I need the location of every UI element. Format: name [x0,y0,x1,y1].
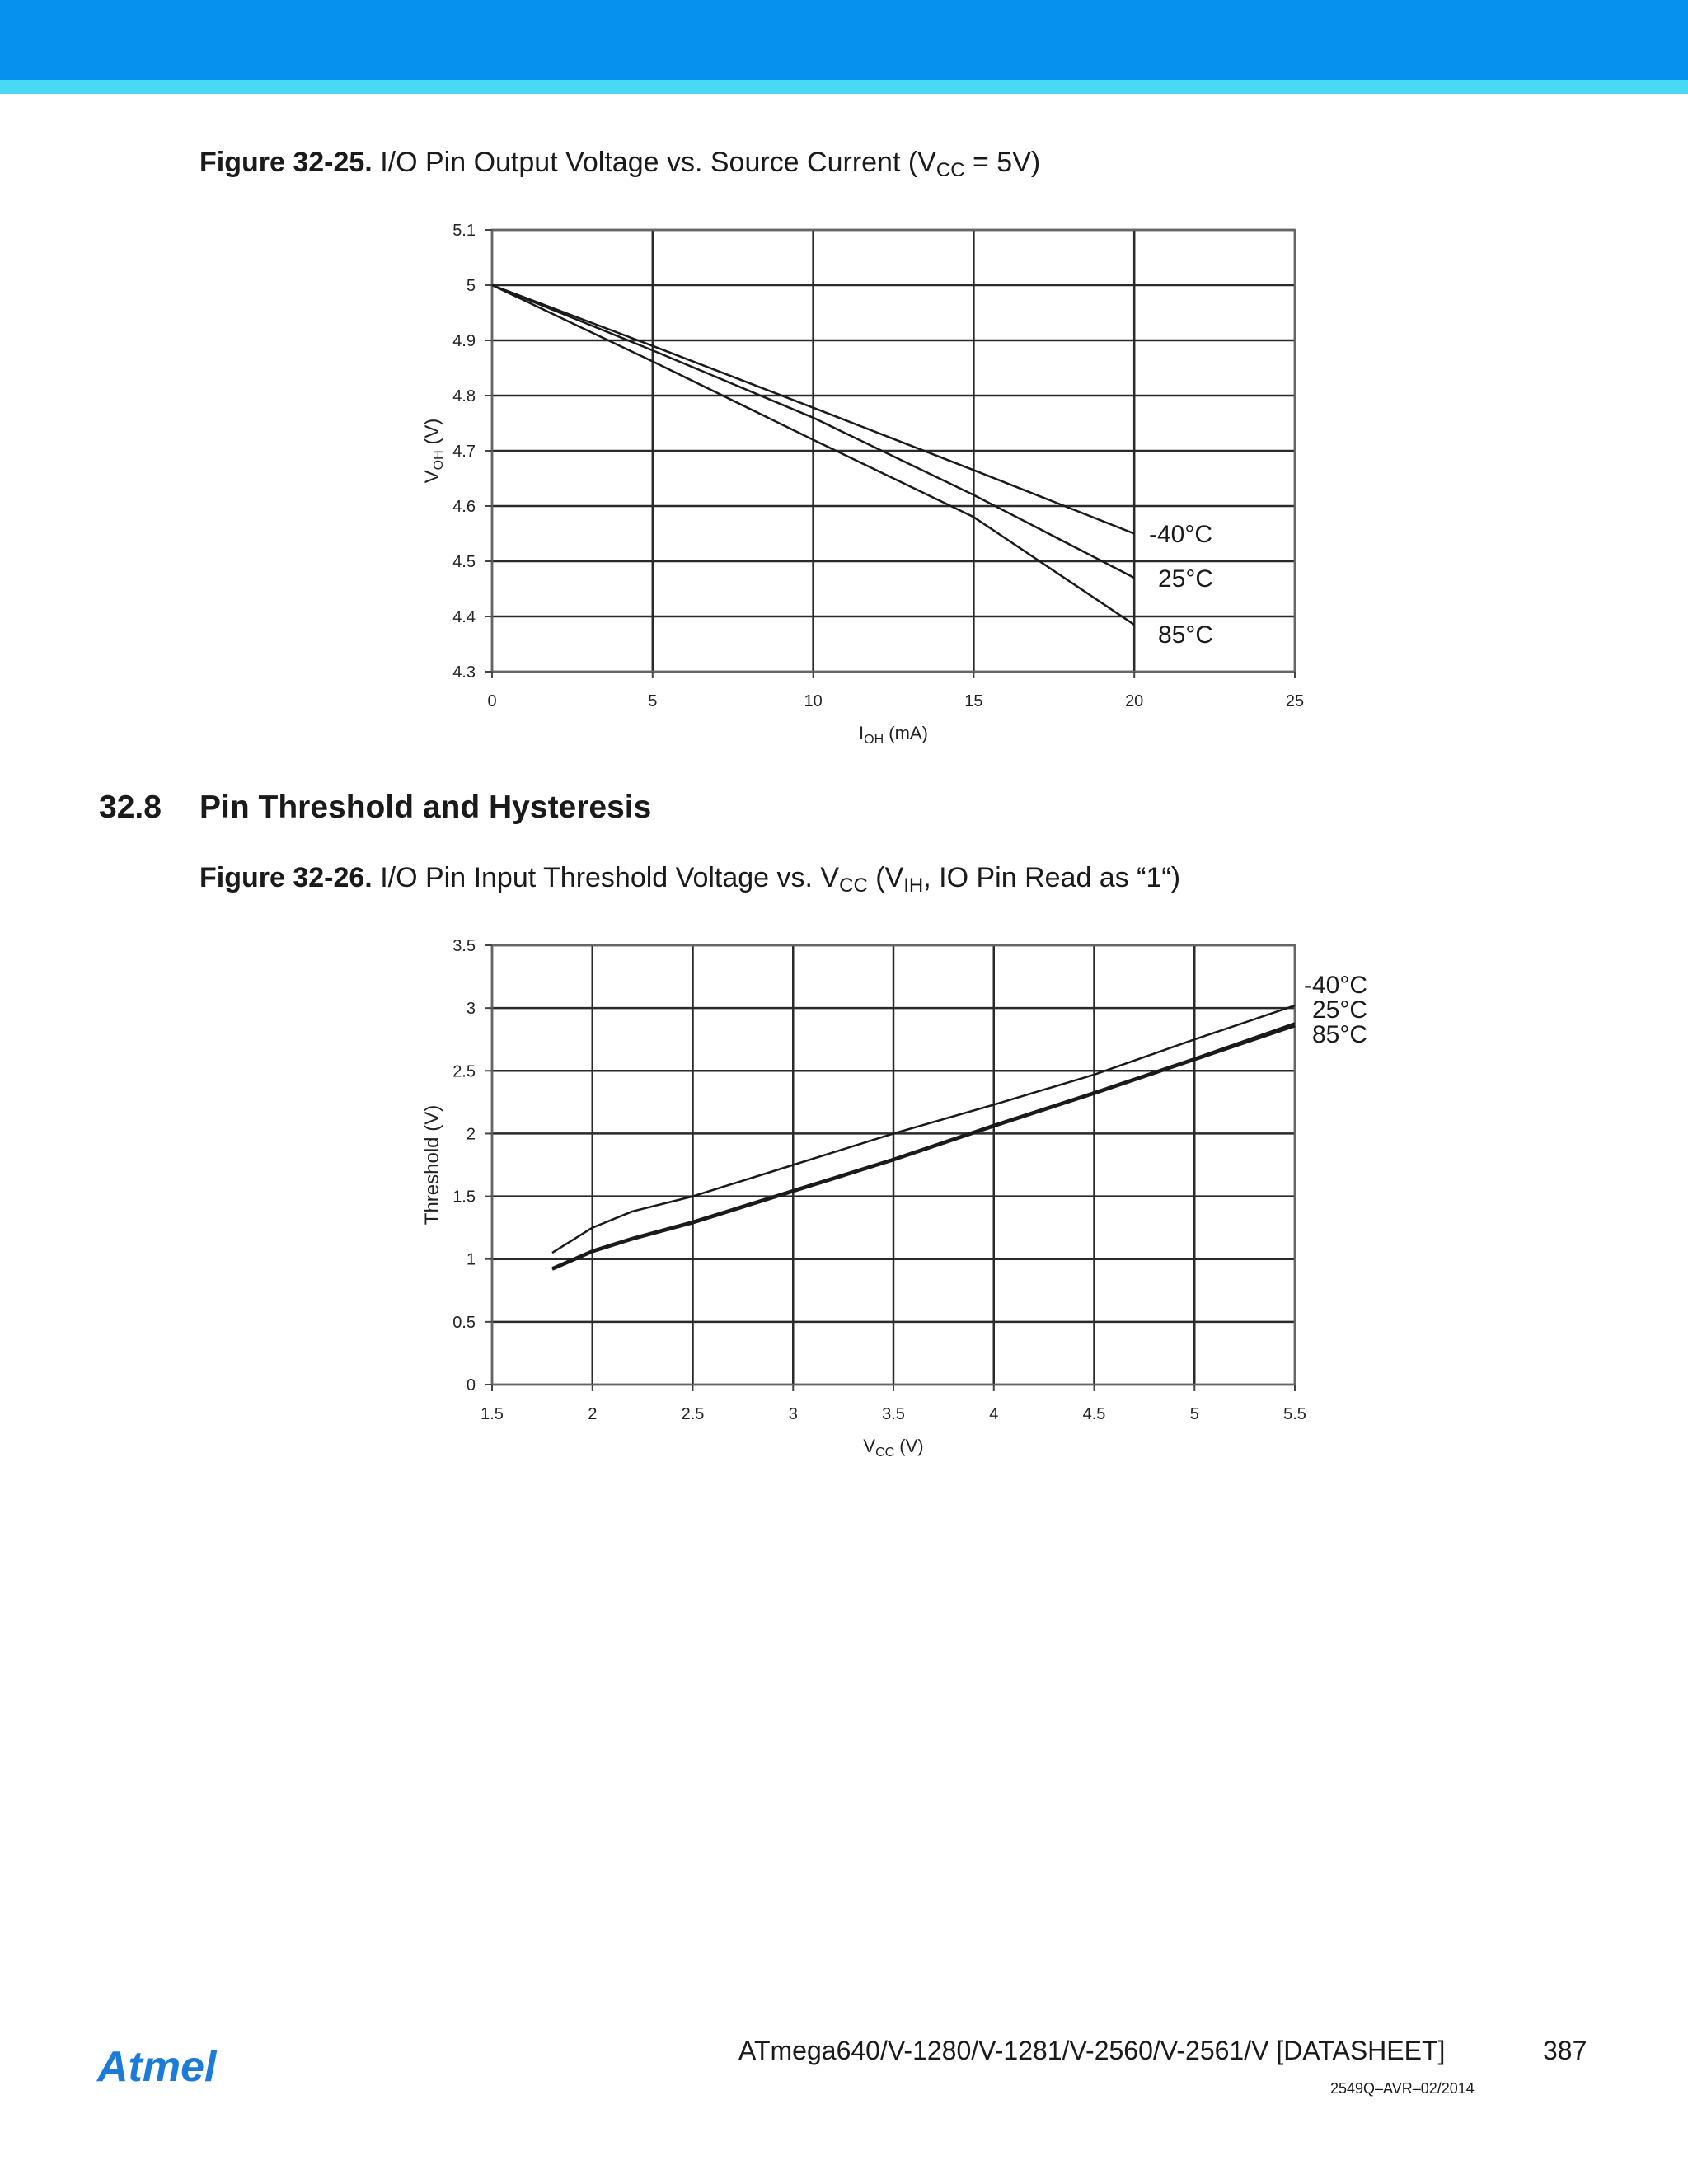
y-tick-label: 4.7 [452,443,476,461]
figure-title-text: I/O Pin Output Voltage vs. Source Current (V [372,147,936,178]
figure-label: Figure 32-25. [199,147,373,178]
x-axis-label [859,723,928,747]
y-axis-label-main: Threshold [421,1137,443,1226]
x-axis-label-subscript: CC [875,1446,895,1460]
header-stripe [0,80,1688,94]
figure-caption-32-25 [199,147,1040,182]
y-tick-label: 4.4 [452,608,476,626]
figure-title-text: I/O Pin Input Threshold Voltage vs. V [372,862,840,893]
y-tick-label: 4.5 [452,553,476,571]
y-tick-label: 4.6 [452,498,476,516]
y-tick-label: 2 [466,1125,476,1144]
y-axis-label-unit: (V) [421,418,443,451]
section-number: 32.8 [99,790,162,825]
figure-title-text: (V [867,862,904,893]
series-label: -40°C [1304,972,1368,999]
series-label: 85°C [1158,621,1214,649]
x-axis-label-subscript: OH [864,733,884,747]
footer-doc-code: 2549Q–AVR–02/2014 [1330,2080,1475,2097]
chart-output-voltage [0,210,1688,771]
x-tick-label: 3.5 [882,1405,905,1423]
y-tick-label: 4.3 [452,663,476,682]
y-tick-label: 1.5 [452,1188,476,1207]
y-tick-label: 0 [466,1376,476,1394]
x-axis-label-main: I [859,723,865,743]
figure-title-subscript: CC [935,159,965,181]
header-bar [0,0,1688,80]
x-tick-label: 0 [487,692,497,710]
atmel-logo [96,2040,244,2097]
figure-label: Figure 32-26. [199,862,373,893]
figure-caption-32-26 [199,862,1180,898]
y-tick-label: 4.9 [452,332,476,350]
series-line [552,1005,1295,1253]
figure-title-end: = 5V) [964,147,1041,178]
y-axis-label-main: V [421,470,443,484]
y-tick-label: 3.5 [452,937,476,955]
section-title: Pin Threshold and Hysteresis [199,790,652,825]
footer-page-number: 387 [1543,2036,1587,2065]
figure-title-subscript: CC [839,874,868,897]
x-tick-label: 10 [804,692,823,710]
y-tick-label: 3 [466,1000,476,1019]
y-tick-label: 0.5 [452,1313,476,1332]
atmel-logo-text: Atmel [97,2043,217,2091]
series-label: 85°C [1312,1021,1368,1048]
y-tick-label: 2.5 [452,1062,476,1081]
x-tick-label: 5.5 [1283,1405,1306,1423]
x-tick-label: 4 [989,1405,999,1423]
footer-doc-title: ATmega640/V-1280/V-1281/V-2560/V-2561/V [DATASHEET] [738,2036,1446,2065]
series-label: 25°C [1158,565,1214,593]
x-tick-label: 2.5 [681,1405,705,1423]
x-tick-label: 3 [788,1405,798,1423]
x-tick-label: 20 [1125,692,1144,710]
figure-title-end: , IO Pin Read as “1“) [923,862,1181,893]
y-tick-label: 4.8 [452,387,476,405]
x-tick-label: 5 [648,692,658,710]
x-tick-label: 25 [1285,692,1305,710]
x-tick-label: 1.5 [481,1405,504,1423]
y-tick-label: 5.1 [452,222,476,240]
section-heading [99,790,651,826]
x-axis-label-unit: (mA) [884,723,928,743]
series-label: -40°C [1149,521,1213,548]
chart-input-threshold [0,927,1688,1488]
y-tick-label: 5 [466,277,476,295]
x-tick-label: 4.5 [1082,1405,1106,1423]
y-axis-label-unit: (V) [421,1104,443,1137]
y-tick-label: 1 [466,1250,476,1269]
figure-title-subscript: IH [903,874,924,897]
x-tick-label: 15 [964,692,983,710]
series-label: 25°C [1312,996,1368,1024]
x-tick-label: 5 [1189,1405,1199,1423]
y-axis-label-subscript: OH [432,450,446,471]
x-axis-label-unit: (V) [894,1436,924,1456]
x-axis-label-main: V [863,1436,876,1456]
x-tick-label: 2 [588,1405,598,1423]
x-axis-label [863,1436,923,1460]
y-axis-label [421,1105,443,1225]
series-line [552,1026,1295,1269]
y-axis-label [421,419,446,484]
